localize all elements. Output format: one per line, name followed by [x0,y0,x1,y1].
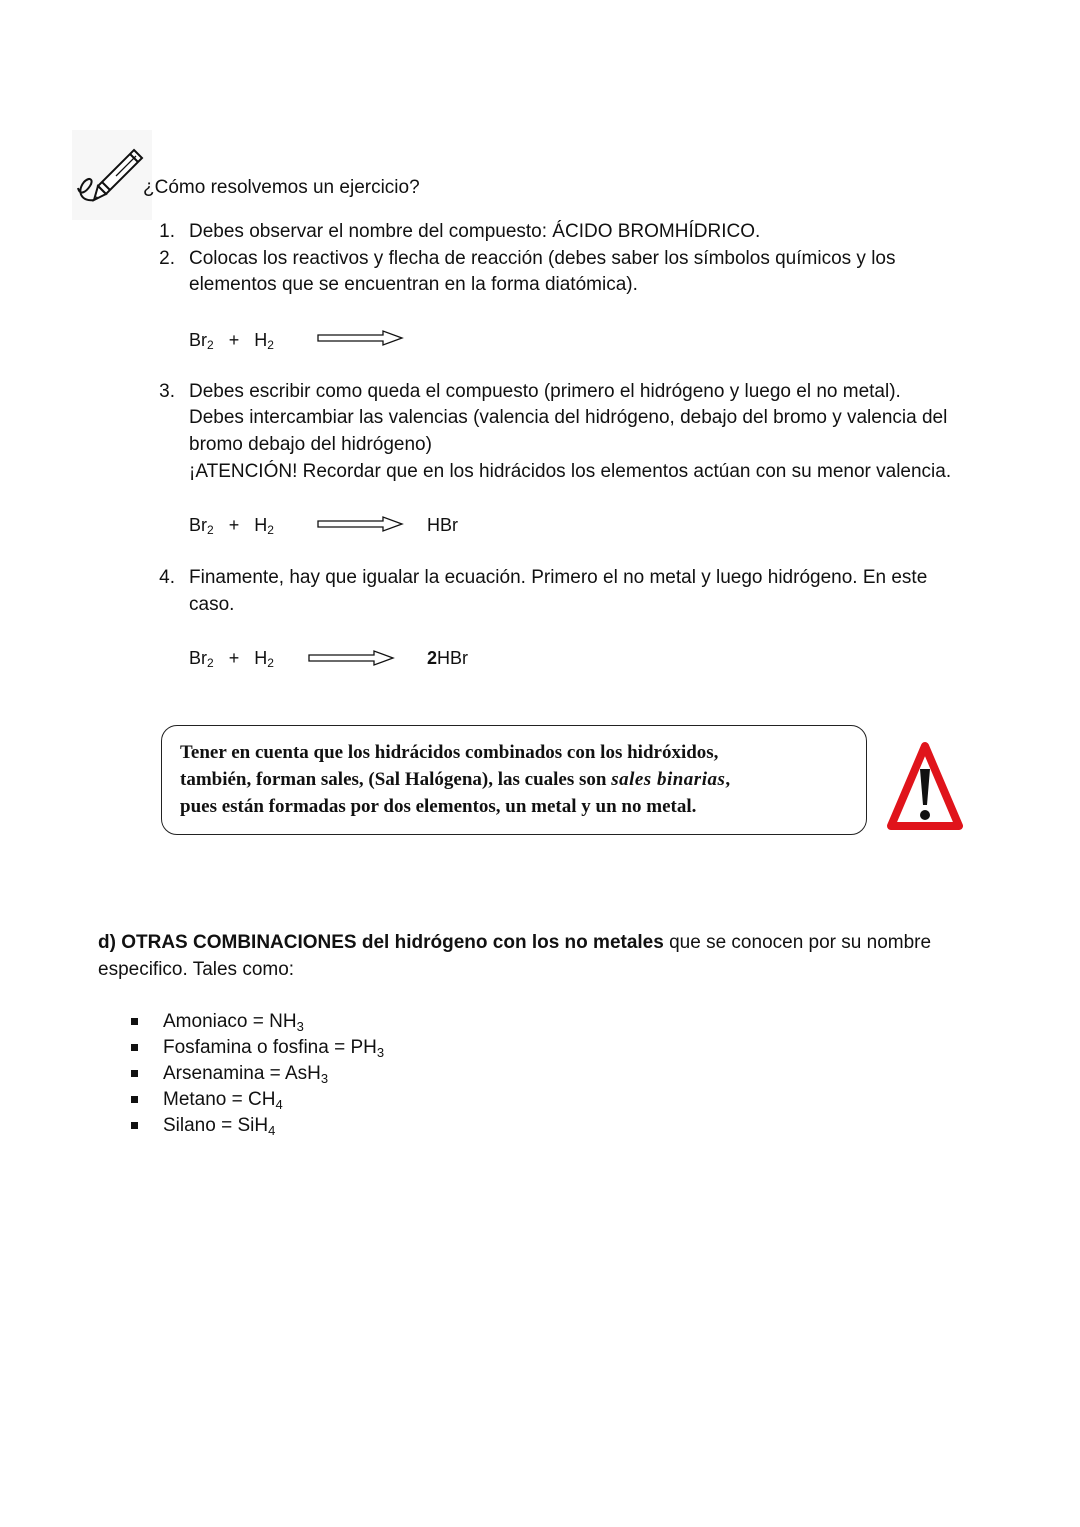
warning-icon [887,741,963,831]
step-line: elementos que se encuentran en la forma diatómica). [189,274,638,295]
step-line: Debes escribir como queda el compuesto (primero el hidrógeno y luego el no metal). [189,381,901,402]
compound-list [163,1009,384,1139]
equation-reactants-2: $Br_2$ + $H_2$ [189,515,274,537]
intro-question: ¿Cómo resolvemos un ejercicio? [143,177,420,198]
step-line: bromo debajo del hidrógeno) [189,434,432,455]
reaction-arrow [317,515,405,533]
list-item: Fosfamina o fosfina = $PH_3$ [163,1035,384,1061]
note-line: pues están formadas por dos elementos, un metal y un no metal. [180,796,697,817]
note-line: Tener en cuenta que los hidrácidos combinados con los hidróxidos, [180,742,719,763]
step-number: 3. [159,381,175,402]
step-line: caso. [189,594,235,615]
note-line: también, forman sales, (Sal Halógena), las cuales son sales binarias, [180,769,731,790]
step-number: 2. [159,248,175,269]
list-item: Silano = SiH$_4$ [163,1113,384,1139]
equation-reactants-3: $Br_2$ + $H_2$ [189,648,274,670]
list-item: $Metano = CH_4$ [163,1087,384,1113]
pencil-icon [72,130,152,220]
equation-product-2: HBr [427,515,458,535]
step-line: Debes observar el nombre del compuesto: ÁCIDO BROMHÍDRICO. [189,221,761,242]
step-number: 4. [159,567,175,588]
note-text [180,739,840,820]
equation-reactants-1: $Br_2$ + $H_2$ [189,330,274,352]
list-item: Amoniaco = $NH_3$ [163,1009,384,1035]
step-line: Debes intercambiar las valencias (valencia del hidrógeno, debajo del bromo y valencia del [189,407,948,428]
list-item: Arsenamina = AsH$_3$ [163,1061,384,1087]
section-d-heading: d) OTRAS COMBINACIONES del hidrógeno con los no metales que se conocen por su nombre [98,932,932,953]
step-line: Finamente, hay que igualar la ecuación. Primero el no metal y luego hidrógeno. En este [189,567,928,588]
step-line: ¡ATENCIÓN! Recordar que en los hidrácidos los elementos actúan con su menor valencia. [189,461,952,482]
reaction-arrow [317,329,405,347]
step-number: 1. [159,221,175,242]
section-d-line: especifico. Tales como: [98,959,295,980]
equation-product-3: 2HBr [427,648,469,668]
reaction-arrow [308,649,396,667]
step-line: Colocas los reactivos y flecha de reacción (debes saber los símbolos químicos y los [189,248,896,269]
